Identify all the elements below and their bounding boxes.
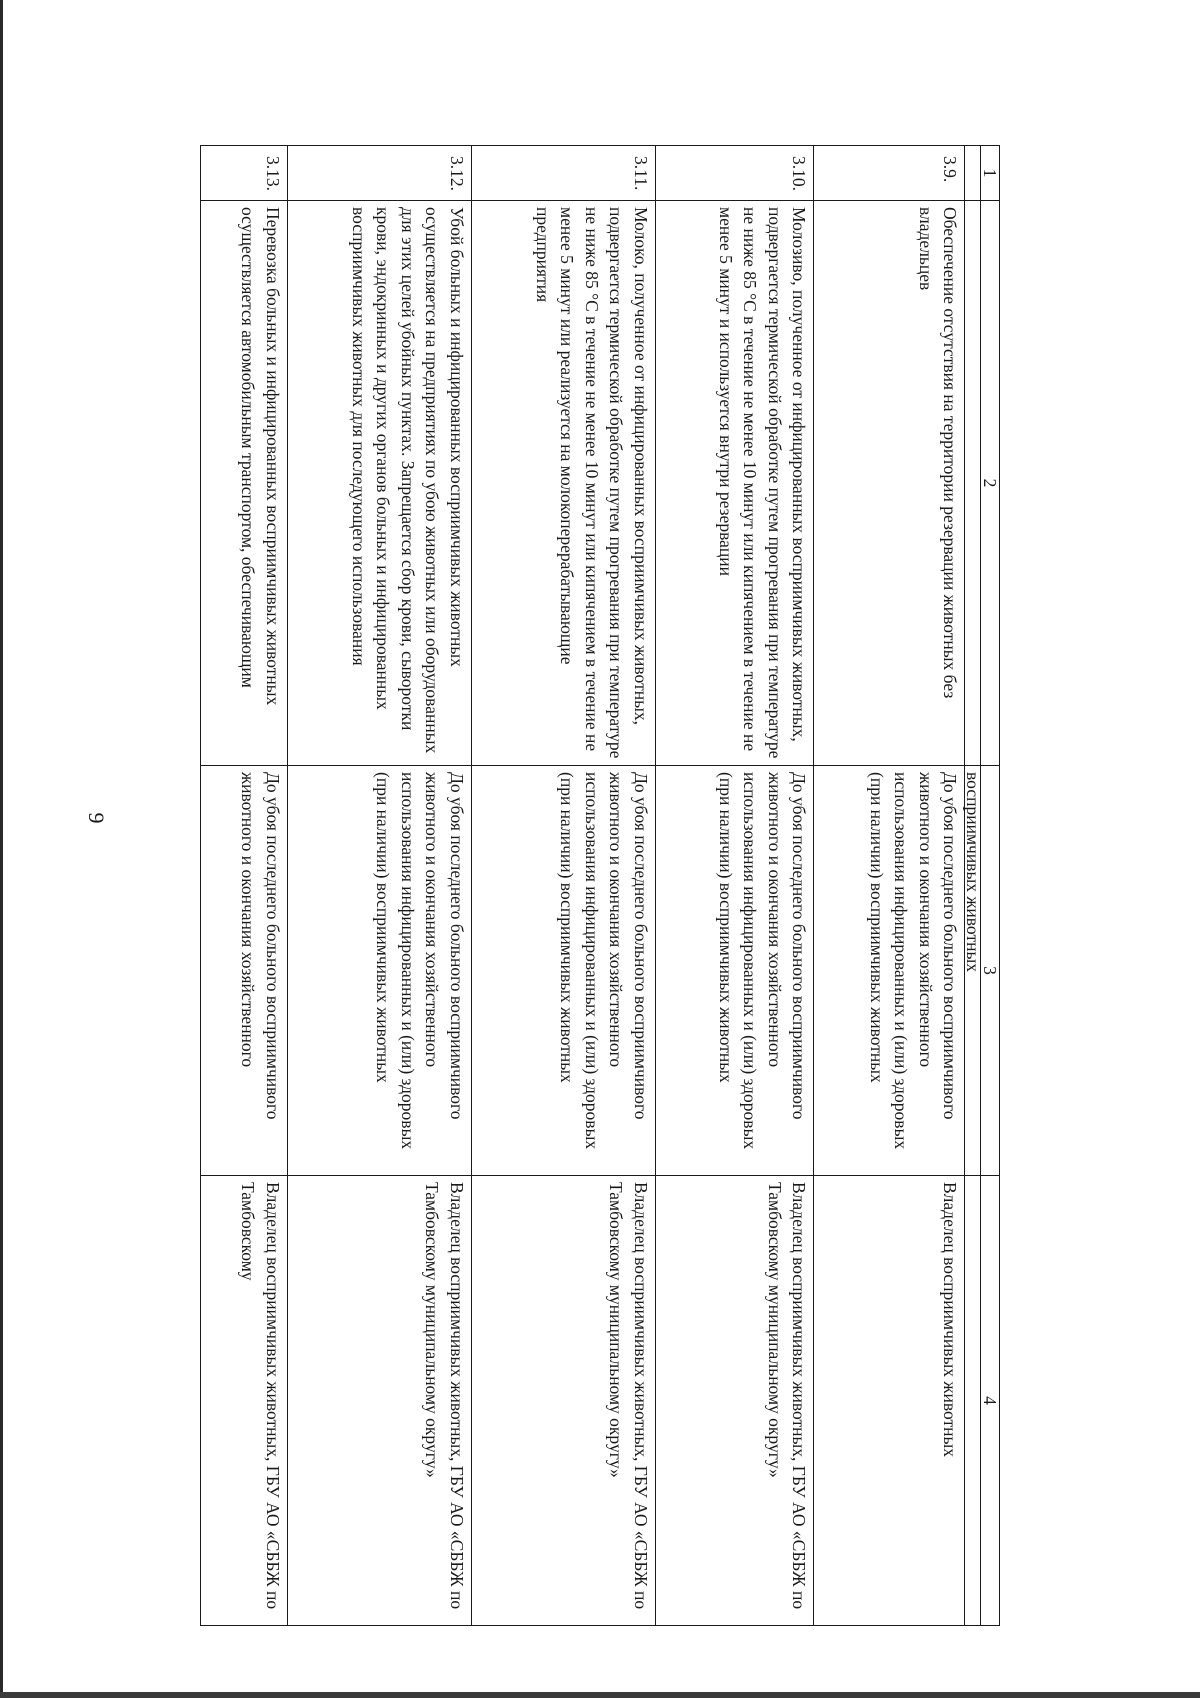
continuation-text: восприимчивых животных <box>965 766 980 1176</box>
table-row <box>471 146 655 1626</box>
header-col-3: 3 <box>980 766 999 1176</box>
scan-edge-bottom <box>0 1692 1200 1698</box>
table-row <box>655 146 813 1626</box>
responsible-text: Владелец восприимчивых животных <box>814 1176 965 1626</box>
measure-text: Молозиво, полученное от инфицированных восприимчивых животных, подвергается термической обработке путем прогревания при температуре не ниже 85 °С в течение не менее 10 минут или кипячением в течение не менее 5 минут и используется внутри резервации <box>655 201 813 766</box>
measure-text: Перевозка больных и инфицированных восприимчивых животных осуществляется автомобильным транспортом, обеспечивающим <box>201 201 288 766</box>
responsible-text: Владелец восприимчивых животных, ГБУ АО «СББЖ по Тамбовскому муниципальному округу» <box>655 1176 813 1626</box>
row-number: 3.10. <box>655 146 813 201</box>
table-header-row <box>980 146 999 1626</box>
row-number: 3.11. <box>471 146 655 201</box>
header-col-2: 2 <box>980 201 999 766</box>
header-col-1: 1 <box>980 146 999 201</box>
row-number: 3.12. <box>287 146 471 201</box>
responsible-text: Владелец восприимчивых животных, ГБУ АО «СББЖ по Тамбовскому муниципальному округу» <box>471 1176 655 1626</box>
table-row <box>287 146 471 1626</box>
measures-table <box>200 145 1000 1626</box>
responsible-text: Владелец восприимчивых животных, ГБУ АО «СББЖ по Тамбовскому <box>201 1176 288 1626</box>
continuation-row <box>965 146 980 1626</box>
page-number: 9 <box>84 812 109 824</box>
term-text: До убоя последнего больного восприимчивого животного и окончания хозяйственного использования инфицированных и (или) здоровых (при наличии) восприимчивых животных <box>655 766 813 1176</box>
table-row <box>814 146 965 1626</box>
table-row <box>201 146 288 1626</box>
responsible-text: Владелец восприимчивых животных, ГБУ АО «СББЖ по Тамбовскому муниципальному округу» <box>287 1176 471 1626</box>
term-text: До убоя последнего больного восприимчивого животного и окончания хозяйственного <box>201 766 288 1176</box>
measure-text: Обеспечение отсутствия на территории резервации животных без владельцев <box>814 201 965 766</box>
header-col-4: 4 <box>980 1176 999 1626</box>
row-number: 3.13. <box>201 146 288 201</box>
row-number: 3.9. <box>814 146 965 201</box>
term-text: До убоя последнего больного восприимчивого животного и окончания хозяйственного использования инфицированных и (или) здоровых (при наличии) восприимчивых животных <box>814 766 965 1176</box>
scan-edge <box>0 0 3 1698</box>
measure-text: Убой больных и инфицированных восприимчивых животных осуществляется на предприятиях по убою животных или оборудованных для этих целей убойных пунктах. Запрещается сбор крови, сыворотки крови, эндокринных и других органов больных и инфицированных восприимчивых животных для последующего использования <box>287 201 471 766</box>
term-text: До убоя последнего больного восприимчивого животного и окончания хозяйственного использования инфицированных и (или) здоровых (при наличии) восприимчивых животных <box>471 766 655 1176</box>
rotated-table-container <box>200 145 1000 1625</box>
measure-text: Молоко, полученное от инфицированных восприимчивых животных, подвергается термической обработке путем прогревания при температуре не ниже 85 °С в течение не менее 10 минут или кипячением в течение не менее 5 минут или реализуется на молокоперерабатывающие предприятия <box>471 201 655 766</box>
term-text: До убоя последнего больного восприимчивого животного и окончания хозяйственного использования инфицированных и (или) здоровых (при наличии) восприимчивых животных <box>287 766 471 1176</box>
